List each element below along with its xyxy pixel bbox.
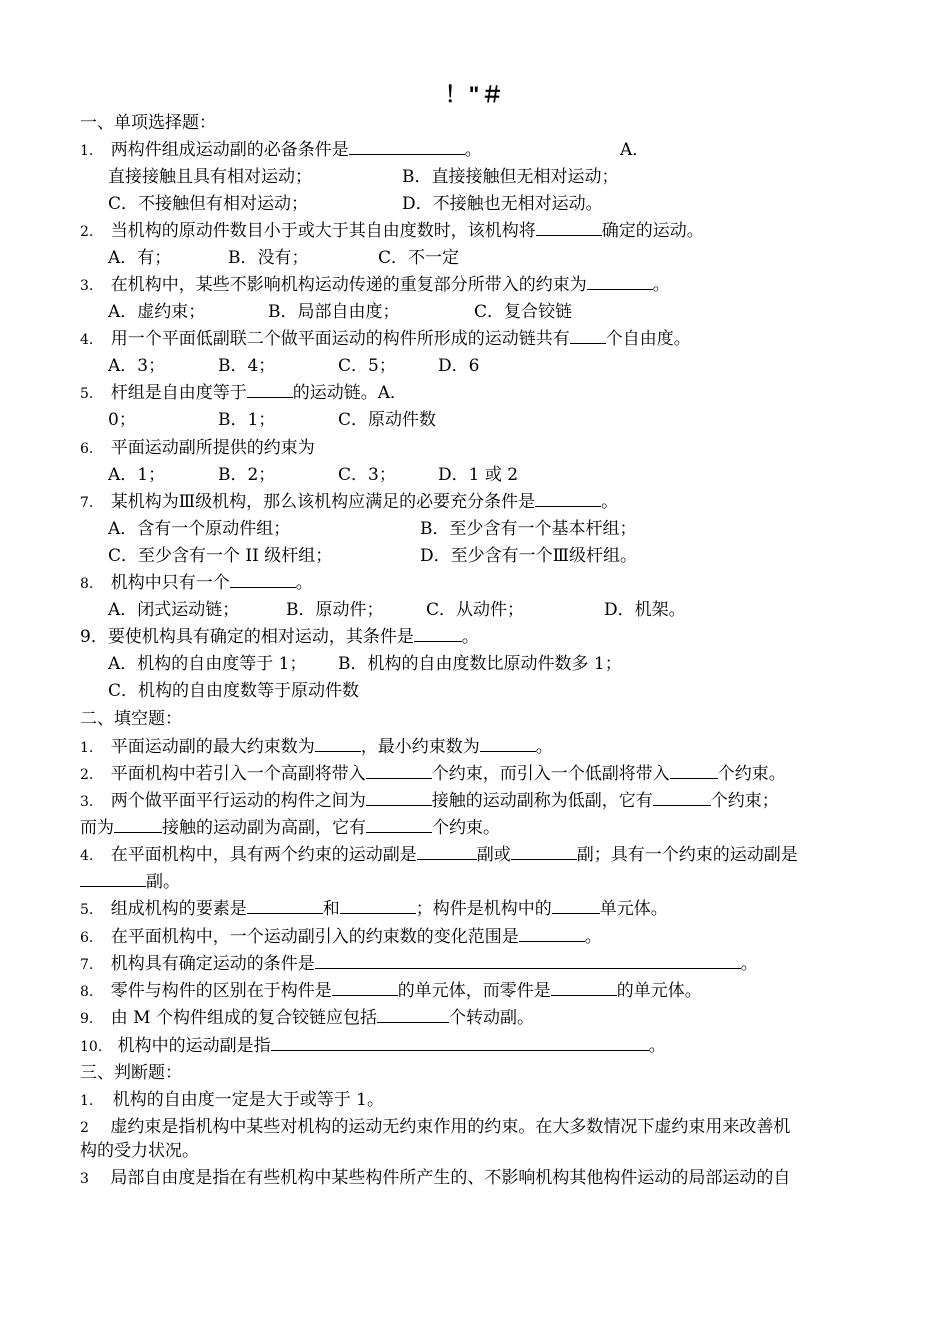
question-number: 7. xyxy=(80,495,94,511)
answer-blank xyxy=(570,328,606,344)
option-b: B．原动件； xyxy=(286,600,384,620)
question-text: 用一个平面低副联二个做平面运动的构件所形成的运动链共有 xyxy=(110,329,570,349)
answer-blank xyxy=(247,898,323,914)
question-suffix: 。 xyxy=(535,737,553,757)
option-c: C．不一定 xyxy=(378,248,460,268)
answer-blank xyxy=(315,953,741,969)
question-6 xyxy=(80,437,315,460)
fill-question-1 xyxy=(80,736,553,759)
section-heading-fill: 二、填空题： xyxy=(80,709,182,729)
question-number: 7. xyxy=(80,957,94,973)
option-b: B．机构的自由度数比原动件数多 1； xyxy=(338,654,622,674)
option-c: C．3； xyxy=(338,465,396,485)
question-text: 平面运动副的最大约束数为 xyxy=(110,737,315,757)
answer-blank xyxy=(587,274,653,290)
question-number: 9． xyxy=(80,627,108,647)
question-3 xyxy=(80,274,670,297)
answer-blank xyxy=(366,790,432,806)
question-text: 在平面机构中，具有两个约束的运动副是 xyxy=(110,845,417,865)
answer-blank xyxy=(247,382,293,398)
question-suffix: 。 xyxy=(464,140,482,160)
question-number: 2. xyxy=(80,767,94,783)
fill-question-4 xyxy=(80,844,798,867)
fill-question-6 xyxy=(80,926,602,949)
answer-blank xyxy=(340,898,416,914)
option-a: 0； xyxy=(108,410,136,430)
question-number: 9. xyxy=(80,1011,94,1027)
section-heading-judge: 三、判断题： xyxy=(80,1063,182,1083)
question-suffix: 。 xyxy=(584,927,602,947)
answer-blank xyxy=(315,736,361,752)
option-a: A．机构的自由度等于 1； xyxy=(108,654,307,674)
question-text: 副；具有一个约束的运动副是 xyxy=(576,845,798,865)
answer-blank xyxy=(414,626,462,642)
option-a: 直接接触且具有相对运动； xyxy=(108,167,312,187)
option-d: D．至少含有一个Ⅲ级杆组。 xyxy=(420,546,638,566)
page-title: ！"＃ xyxy=(444,82,506,107)
question-number: 4. xyxy=(80,848,94,864)
answer-blank xyxy=(552,898,600,914)
option-c: C．复合铰链 xyxy=(474,302,573,322)
question-suffix: 。 xyxy=(295,573,313,593)
question-number: 3 xyxy=(80,1171,89,1187)
question-number: 8. xyxy=(80,576,94,592)
option-b: B．至少含有一个基本杆组； xyxy=(420,519,637,539)
question-text: 的单元体，而零件是 xyxy=(397,981,551,1001)
answer-blank xyxy=(670,763,718,779)
option-b: B．没有； xyxy=(228,248,309,268)
question-number: 8. xyxy=(80,984,94,1000)
question-text: 机构中的运动副是指 xyxy=(117,1036,271,1056)
question-suffix: 单元体。 xyxy=(599,899,668,919)
answer-blank xyxy=(377,1007,449,1023)
question-number: 1. xyxy=(80,740,94,756)
question-number: 3. xyxy=(80,794,94,810)
answer-blank xyxy=(366,817,432,833)
judge-question-3 xyxy=(80,1167,790,1190)
answer-blank xyxy=(114,817,162,833)
option-c: C．至少含有一个 II 级杆组； xyxy=(108,546,333,566)
question-5 xyxy=(80,382,407,405)
option-b: B．局部自由度； xyxy=(268,302,400,322)
question-text: 机构的自由度一定是大于或等于 1。 xyxy=(112,1090,384,1110)
option-d: D．1 或 2 xyxy=(438,465,519,485)
question-number: 4. xyxy=(80,332,94,348)
option-b: B．2； xyxy=(218,465,276,485)
question-suffix: 的单元体。 xyxy=(616,981,702,1001)
question-text: 在机构中，某些不影响机构运动传递的重复部分所带入的约束为 xyxy=(110,275,587,295)
question-number: 6. xyxy=(80,441,94,457)
question-text: 机构中只有一个 xyxy=(110,573,230,593)
question-text: 平面运动副所提供的约束为 xyxy=(110,438,315,458)
option-a-label: A． xyxy=(620,140,650,160)
answer-blank xyxy=(653,790,711,806)
judge-question-1 xyxy=(80,1089,384,1112)
question-text: 在平面机构中，一个运动副引入的约束数的变化范围是 xyxy=(110,927,519,947)
question-text: ，最小约束数为 xyxy=(360,737,480,757)
option-c: C．从动件； xyxy=(426,600,525,620)
fill-question-8 xyxy=(80,980,702,1003)
answer-blank xyxy=(536,220,602,236)
question-8 xyxy=(80,572,313,595)
answer-blank xyxy=(332,980,398,996)
option-b: B．直接接触但无相对运动； xyxy=(402,167,619,187)
question-suffix: 个转动副。 xyxy=(448,1008,534,1028)
answer-blank xyxy=(519,926,585,942)
fill-question-10 xyxy=(80,1035,666,1058)
question-text: ；构件是机构中的 xyxy=(415,899,552,919)
option-b: B．4； xyxy=(218,356,276,376)
question-7 xyxy=(80,491,618,514)
question-number: 5. xyxy=(80,902,94,918)
question-suffix: 个约束。 xyxy=(432,818,500,838)
question-text: 由 M 个构件组成的复合铰链应包括 xyxy=(110,1008,377,1028)
question-text: 两构件组成运动副的必备条件是 xyxy=(110,140,349,160)
question-text: 机构具有确定运动的条件是 xyxy=(110,954,315,974)
answer-blank xyxy=(80,871,146,887)
question-text: 个约束，而引入一个低副将带入 xyxy=(431,764,670,784)
question-number: 10. xyxy=(80,1039,103,1055)
option-d: D．机架。 xyxy=(604,600,686,620)
question-number: 5. xyxy=(80,386,94,402)
option-a: A．有； xyxy=(108,248,172,268)
question-text: 而为 xyxy=(80,818,114,838)
question-number: 1. xyxy=(80,1093,94,1109)
fill-question-4-cont xyxy=(80,871,180,893)
question-suffix: 个约束。 xyxy=(717,764,786,784)
question-text: 虚约束是指机构中某些对机构的运动无约束作用的约束。在大多数情况下虚约束用来改善机 xyxy=(110,1117,791,1137)
question-number: 1. xyxy=(80,143,94,159)
option-c: C．不接触但有相对运动； xyxy=(108,194,309,214)
fill-question-3 xyxy=(80,790,779,813)
answer-blank xyxy=(551,980,617,996)
question-text: 零件与构件的区别在于构件是 xyxy=(110,981,332,1001)
judge-question-2-cont: 构的受力状况。 xyxy=(80,1141,199,1161)
question-suffix: 。 xyxy=(601,492,619,512)
option-a: A．虚约束； xyxy=(108,302,206,322)
question-suffix: 。 xyxy=(461,627,479,647)
question-number: 3. xyxy=(80,278,94,294)
option-a: A．3； xyxy=(108,356,166,376)
fill-question-9 xyxy=(80,1007,534,1030)
question-suffix: 副。 xyxy=(146,872,180,892)
option-a: A．1； xyxy=(108,465,166,485)
answer-blank xyxy=(480,736,536,752)
option-c: C．机构的自由度数等于原动件数 xyxy=(108,681,360,701)
question-text: 和 xyxy=(322,899,340,919)
question-text: 当机构的原动件数目小于或大于其自由度数时，该机构将 xyxy=(110,221,536,241)
question-suffix: 确定的运动。 xyxy=(601,221,704,241)
answer-blank xyxy=(535,491,601,507)
question-text: 组成机构的要素是 xyxy=(110,899,247,919)
answer-blank xyxy=(417,844,477,860)
answer-blank xyxy=(349,139,465,155)
fill-question-2 xyxy=(80,763,786,786)
answer-blank xyxy=(366,763,432,779)
section-heading-choice: 一、单项选择题： xyxy=(80,113,216,133)
option-d: D．6 xyxy=(438,356,480,376)
question-number: 2. xyxy=(80,224,94,240)
question-suffix: 。 xyxy=(740,954,758,974)
question-text: 局部自由度是指在有些机构中某些构件所产生的、不影响机构其他构件运动的局部运动的自 xyxy=(110,1168,791,1188)
fill-question-3-cont xyxy=(80,817,500,839)
question-text: 接触的运动副为高副，它有 xyxy=(162,818,366,838)
option-a: A．闭式运动链； xyxy=(108,600,240,620)
question-2 xyxy=(80,220,704,243)
option-c: C．5； xyxy=(338,356,396,376)
question-text: 两个做平面平行运动的构件之间为 xyxy=(110,791,366,811)
answer-blank xyxy=(511,844,577,860)
question-text: 杆组是自由度等于 xyxy=(110,383,247,403)
question-number: 2 xyxy=(80,1120,89,1136)
question-suffix: 个自由度。 xyxy=(605,329,691,349)
question-4 xyxy=(80,328,691,351)
question-number: 6. xyxy=(80,930,94,946)
fill-question-5 xyxy=(80,898,668,921)
question-text: 平面机构中若引入一个高副将带入 xyxy=(110,764,366,784)
judge-question-2 xyxy=(80,1116,790,1139)
question-text: 某机构为Ⅲ级机构，那么该机构应满足的必要充分条件是 xyxy=(110,492,536,512)
answer-blank xyxy=(271,1035,649,1051)
option-a: A．含有一个原动件组； xyxy=(108,519,291,539)
fill-question-7 xyxy=(80,953,758,976)
question-suffix: 。 xyxy=(648,1036,666,1056)
question-1 xyxy=(80,139,482,162)
question-text: 要使机构具有确定的相对运动，其条件是 xyxy=(107,627,414,647)
question-suffix: 的运动链。A． xyxy=(292,383,408,403)
question-suffix: 个约束； xyxy=(710,791,779,811)
question-text: 副或 xyxy=(476,845,511,865)
answer-blank xyxy=(230,572,296,588)
option-c: C．原动件数 xyxy=(338,410,437,430)
option-d: D．不接触也无相对运动。 xyxy=(402,194,603,214)
question-text: 接触的运动副称为低副，它有 xyxy=(431,791,653,811)
question-9 xyxy=(80,626,479,648)
question-suffix: 。 xyxy=(652,275,670,295)
option-b: B．1； xyxy=(218,410,276,430)
